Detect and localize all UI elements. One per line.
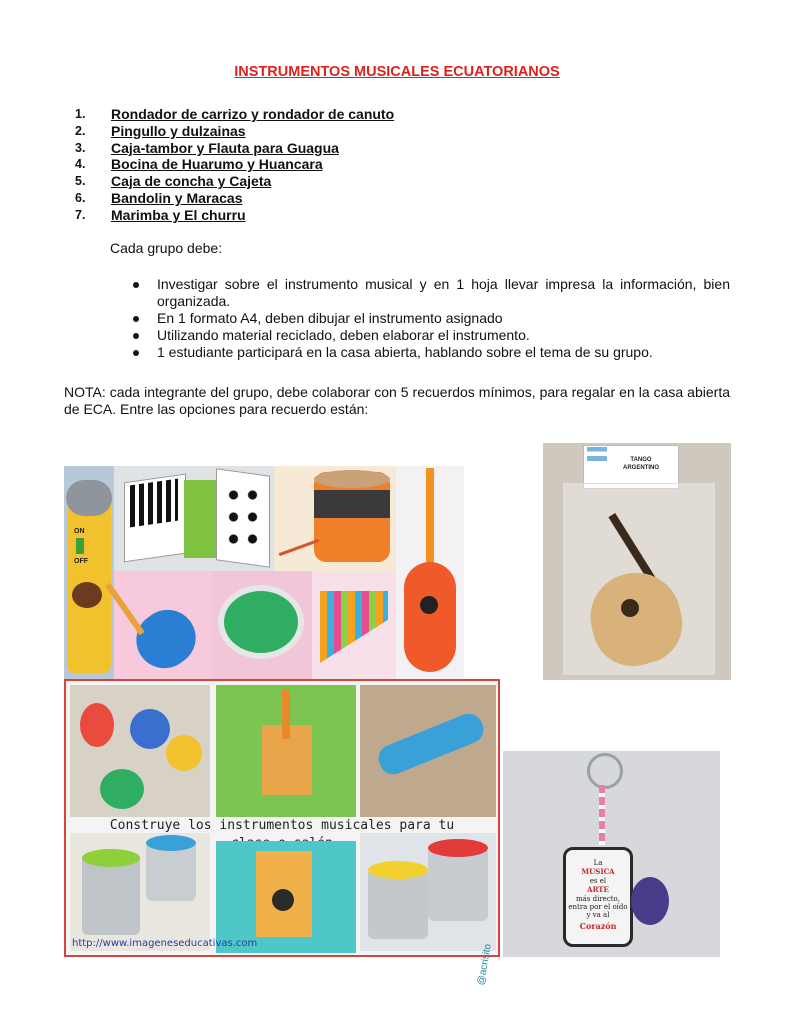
intro-text: Cada grupo debe: xyxy=(110,240,223,256)
document-title: INSTRUMENTOS MUSICALES ECUATORIANOS xyxy=(234,64,560,80)
drum-toy-image xyxy=(274,466,396,571)
guitar-toy-image xyxy=(114,571,212,680)
guitar-keychain-photo: TANGO ARGENTINO xyxy=(543,443,731,680)
microphone-toy-image: ON OFF xyxy=(64,466,114,680)
bullet-icon xyxy=(133,333,139,339)
box-guitar-2-image xyxy=(216,841,356,953)
task-list xyxy=(110,276,730,361)
can-drums-image xyxy=(70,833,210,951)
list-item: En 1 formato A4, deben dibujar el instrumento asignado xyxy=(110,310,730,327)
music-keychain-photo: La MUSICA es el ARTE más directo, entra por el oído y va al Corazón xyxy=(503,751,720,957)
bullet-icon xyxy=(133,282,139,288)
box-guitar-image xyxy=(216,685,356,817)
ukulele-toy-image xyxy=(396,466,464,680)
accordion-toy-image xyxy=(114,466,274,571)
bullet-icon xyxy=(133,350,139,356)
tambourine-toy-image xyxy=(212,571,312,680)
recycled-instruments-collage: Construye los instrumentos musicales para tu http://www.imageneseducativas.com @acrisito xyxy=(64,679,500,957)
toy-instruments-collage xyxy=(64,466,464,680)
note-paragraph: NOTA: cada integrante del grupo, debe colaborar con 5 recuerdos mínimos, para regalar en la casa abierta de ECA. Entre las opciones para recuerdo están: xyxy=(64,384,730,417)
list-item: Investigar sobre el instrumento musical y en 1 hoja llevar impresa la información, bien organizada. xyxy=(110,276,730,310)
panpipe-toy-image xyxy=(312,571,396,680)
maracas-image xyxy=(70,685,210,817)
bottle-shaker-image xyxy=(360,685,496,817)
can-drums-2-image xyxy=(360,833,496,951)
list-item: 1 estudiante participará en la casa abierta, hablando sobre el tema de su grupo. xyxy=(110,344,730,361)
bullet-icon xyxy=(133,316,139,322)
list-item: Utilizando material reciclado, deben elaborar el instrumento. xyxy=(110,327,730,344)
